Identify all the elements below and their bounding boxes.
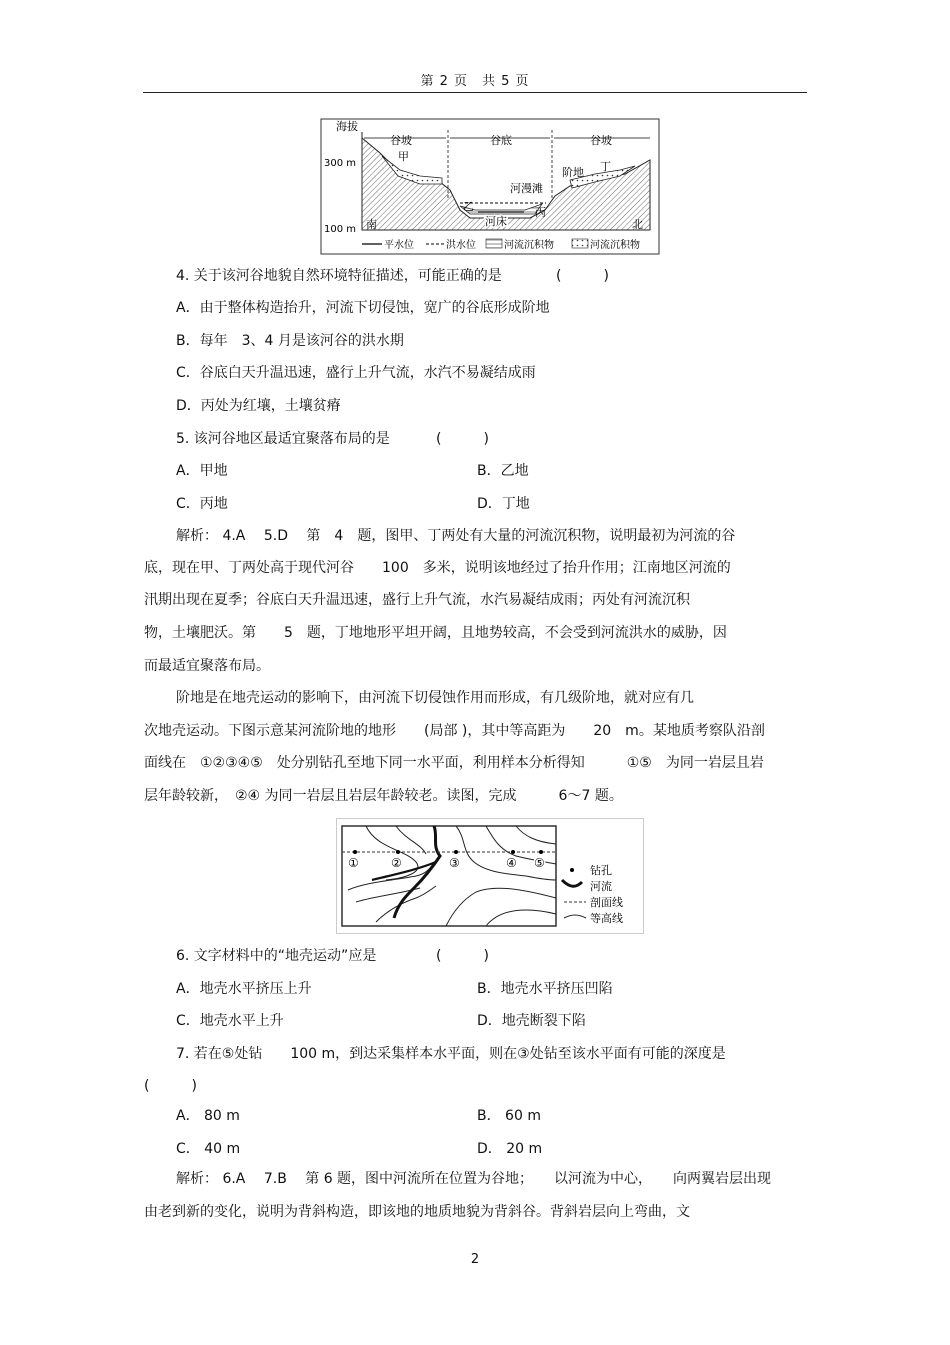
label-yi: 乙 <box>463 200 474 213</box>
header-rule <box>143 92 807 93</box>
q4-stem: 4. 关于该河谷地貌自然环境特征描述，可能正确的是 <box>176 268 502 284</box>
drill-point-3 <box>454 850 458 854</box>
q4-option-d: D．丙处为红壤，土壤贫瘠 <box>176 398 341 414</box>
q4-option-c: C．谷底白天升温迅速，盛行上升气流，水汽不易凝结成雨 <box>176 365 536 381</box>
section-right: 谷坡 <box>590 134 612 147</box>
page-number: 2 <box>470 1252 480 1267</box>
drill-label-3: ③ <box>449 856 460 870</box>
analysis1-line4: 物，土壤肥沃。第 5 题，丁地地形平坦开阔，且地势较高，不会受到河流洪水的威胁，因 <box>144 625 727 641</box>
legend-deposit-2: 河流沉积物 <box>590 240 640 251</box>
analysis2-line2: 由老到新的变化，说明为背斜构造，即该地的地质地貌为背斜谷。背斜岩层向上弯曲，文 <box>144 1204 690 1220</box>
material-line1: 阶地是在地壳运动的影响下，由河流下切侵蚀作用而形成，有几级阶地，就对应有几 <box>176 690 694 706</box>
legend-river: 河流 <box>590 880 612 893</box>
label-south: 南 <box>366 218 377 231</box>
label-north: 北 <box>632 218 643 231</box>
analysis1-line3: 汛期出现在夏季；谷底白天升温迅速，盛行上升气流，水汽易凝结成雨；丙处有河流沉积 <box>144 592 690 608</box>
q6-stem: 6. 文字材料中的“地壳运动”应是 <box>176 948 377 964</box>
analysis2-line1: 解析： 6.A 7.B 第 6 题，图中河流所在位置为谷地； 以河流为中心， 向两翼岩层出现 <box>176 1171 772 1187</box>
q7-option-d: D． 20 m <box>477 1141 543 1157</box>
terrace-contour-figure <box>336 818 644 934</box>
material-line2: 次地壳运动。下图示意某河流阶地的地形 (局部 )，其中等高距为 20 m。某地质考察队沿剖 <box>144 723 765 739</box>
q5-option-d: D．丁地 <box>477 496 530 512</box>
page-header: 第 2 页 共 5 页 <box>420 74 530 89</box>
q5-stem: 5. 该河谷地区最适宜聚落布局的是 <box>176 431 390 447</box>
legend-drill: 钻孔 <box>590 864 612 877</box>
material-line4: 层年龄较新， ②④ 为同一岩层且岩层年龄较老。读图，完成 6～7 题。 <box>144 788 623 804</box>
y-axis-label: 海拔 <box>336 120 358 133</box>
q6-option-c: C．地壳水平上升 <box>176 1013 284 1029</box>
legend-section-line: 剖面线 <box>590 896 623 909</box>
drill-point-5 <box>539 850 543 854</box>
analysis1-line5: 而最适宜聚落布局。 <box>144 658 270 674</box>
drill-label-2: ② <box>391 856 402 870</box>
drill-point-2 <box>396 850 400 854</box>
q7-option-b: B． 60 m <box>477 1108 541 1124</box>
section-middle: 谷底 <box>490 134 512 147</box>
analysis1-line1: 解析： 4.A 5.D 第 4 题，图甲、丁两处有大量的河流沉积物，说明最初为河流的谷 <box>176 528 736 544</box>
q5-option-c: C．丙地 <box>176 496 228 512</box>
q6-option-b: B．地壳水平挤压凹陷 <box>477 981 613 997</box>
q6-option-a: A．地壳水平挤压上升 <box>176 981 312 997</box>
q4-option-a: A．由于整体构造抬升，河流下切侵蚀，宽广的谷底形成阶地 <box>176 300 550 316</box>
material-line3: 面线在 ①②③④⑤ 处分别钻孔至地下同一水平面，利用样本分析得知 ①⑤ 为同一岩层且岩 <box>144 755 764 771</box>
q7-stem: 7. 若在⑤处钻 100 m，到达采集样本水平面，则在③处钻至该水平面有可能的深度是 <box>176 1046 726 1062</box>
q7-option-a: A． 80 m <box>176 1108 240 1124</box>
q5-option-a: A．甲地 <box>176 463 228 479</box>
drill-point-1 <box>353 850 357 854</box>
q4-paren: ( ) <box>556 268 609 284</box>
q5-option-b: B．乙地 <box>477 463 529 479</box>
q4-option-b: B．每年 3、4 月是该河谷的洪水期 <box>176 333 404 349</box>
label-jia: 甲 <box>398 150 409 163</box>
legend-deposit-1: 河流沉积物 <box>504 240 554 251</box>
tick-300: 300 m <box>324 158 357 169</box>
label-riverbed: 河床 <box>485 215 507 228</box>
section-left: 谷坡 <box>390 134 412 147</box>
q7-paren: ( ) <box>144 1078 197 1094</box>
legend-contour: 等高线 <box>590 912 623 925</box>
drill-label-4: ④ <box>506 856 517 870</box>
label-floodplain: 河漫滩 <box>510 182 543 195</box>
legend-normal-water: 平水位 <box>384 240 414 251</box>
q5-paren: ( ) <box>436 431 489 447</box>
label-bing: 丙 <box>535 206 546 219</box>
valley-profile-figure <box>320 118 660 256</box>
legend-flood-water: 洪水位 <box>446 240 476 251</box>
analysis1-line2: 底，现在甲、丁两处高于现代河谷 100 多米，说明该地经过了抬升作用；江南地区河流的 <box>144 560 731 576</box>
drill-label-1: ① <box>348 856 359 870</box>
q7-option-c: C． 40 m <box>176 1141 241 1157</box>
q6-option-d: D．地壳断裂下陷 <box>477 1013 586 1029</box>
drill-label-5: ⑤ <box>534 856 545 870</box>
label-ding: 丁 <box>600 160 611 173</box>
tick-100: 100 m <box>324 224 357 235</box>
drill-point-4 <box>511 850 515 854</box>
label-terrace: 阶地 <box>562 166 584 179</box>
q6-paren: ( ) <box>436 948 489 964</box>
